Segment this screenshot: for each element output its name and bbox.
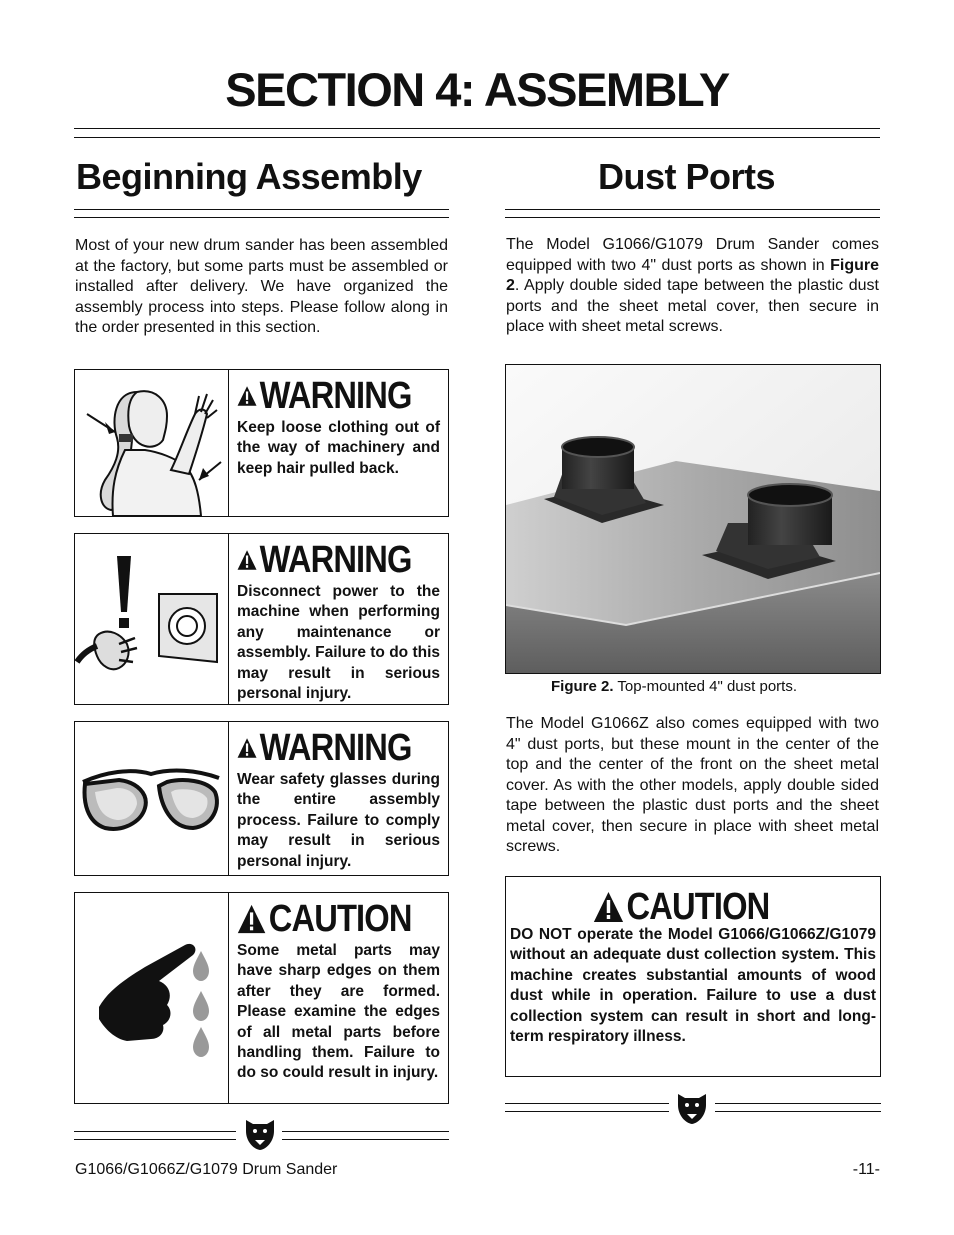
caution-box-dust-collection (505, 876, 881, 1077)
warning-message: Wear safety glasses during the entire assembly process. Failure to comply may result in serious personal injury. (237, 771, 440, 870)
loose-clothing-hair-icon (75, 370, 229, 516)
safety-glasses-icon (75, 722, 229, 875)
warning-message: Disconnect power to the machine when performing any maintenance or assembly. Failure to do this may result in serious personal injury. (237, 583, 440, 703)
left-heading-rule-1 (74, 209, 449, 210)
beginning-assembly-intro: Most of your new drum sander has been assembled at the factory, but some parts must be assembled or installed after delivery. We have organized the assembly process into steps. Please follow along in the order presented in this section. (75, 237, 448, 336)
page-title: SECTION 4: ASSEMBLY (225, 63, 729, 116)
right-divider-rule (715, 1111, 881, 1112)
footer-model: G1066/G1066Z/G1079 Drum Sander (75, 1161, 338, 1178)
bleeding-finger-icon (75, 893, 229, 1103)
alert-triangle-icon (237, 544, 257, 576)
left-divider-rule (282, 1139, 449, 1140)
warning-box-clothing (74, 369, 449, 517)
left-heading-rule-2 (74, 217, 449, 218)
figure-2-caption: Figure 2. Top-mounted 4" dust ports. (551, 678, 798, 695)
warning-label: WARNING (237, 376, 412, 416)
right-heading-rule-2 (505, 217, 880, 218)
figure-2-reference: Figure 2 (506, 256, 879, 294)
dust-ports-paragraph-1: The Model G1066/G1079 Drum Sander comes equipped with two 4" dust ports as shown in Figure 2. Apply double sided tape between the plastic dust ports and the sheet metal cover, then secure in place with sheet metal screws. (506, 236, 879, 335)
caution-label: CAUTION (237, 899, 412, 939)
left-divider-rule (74, 1139, 236, 1140)
left-divider-rule (282, 1131, 449, 1132)
bear-head-icon (675, 1089, 709, 1125)
warning-label: WARNING (237, 728, 412, 768)
alert-triangle-icon (237, 380, 257, 412)
title-rule-bottom (74, 137, 880, 138)
caution-message: DO NOT operate the Model G1066/G1066Z/G1079 without an adequate dust collection system. This machine creates substantial amounts of wood dust while in operation. Failure to use a dust collection system can result in short and long-term respiratory illness. (510, 926, 876, 1046)
caution-message: Some metal parts may have sharp edges on them after they are formed. Please examine the edges of all metal parts before handling them. Failure to do so could result in injury. (237, 942, 440, 1082)
beginning-assembly-heading: Beginning Assembly (76, 156, 422, 197)
alert-triangle-icon (237, 732, 257, 764)
bear-head-icon (243, 1115, 277, 1151)
dust-ports-paragraph-2: The Model G1066Z also comes equipped with two 4" dust ports, but these mount in the center of the top and the center of the front on the sheet metal cover. As with the other models, apply double sided tape between the plastic dust ports and the sheet metal cover, then secure in place with sheet metal screws. (506, 715, 879, 855)
footer-page-number: -11- (852, 1161, 880, 1178)
right-divider-rule (505, 1103, 669, 1104)
caution-box-sharp-edges (74, 892, 449, 1104)
warning-box-power (74, 533, 449, 705)
right-divider-rule (715, 1103, 881, 1104)
warning-label: WARNING (237, 540, 412, 580)
right-divider-rule (505, 1111, 669, 1112)
figure-2-photo (505, 364, 881, 674)
power-plug-icon (75, 534, 229, 704)
dust-ports-heading: Dust Ports (598, 156, 776, 197)
caution-label: CAUTION (593, 887, 769, 927)
right-heading-rule-1 (505, 209, 880, 210)
warning-box-glasses (74, 721, 449, 876)
alert-triangle-icon (593, 891, 624, 923)
title-rule-top (74, 128, 880, 129)
alert-triangle-icon (237, 903, 266, 935)
warning-message: Keep loose clothing out of the way of machinery and keep hair pulled back. (237, 419, 440, 477)
dust-ports-photo-icon (506, 365, 880, 673)
left-divider-rule (74, 1131, 236, 1132)
